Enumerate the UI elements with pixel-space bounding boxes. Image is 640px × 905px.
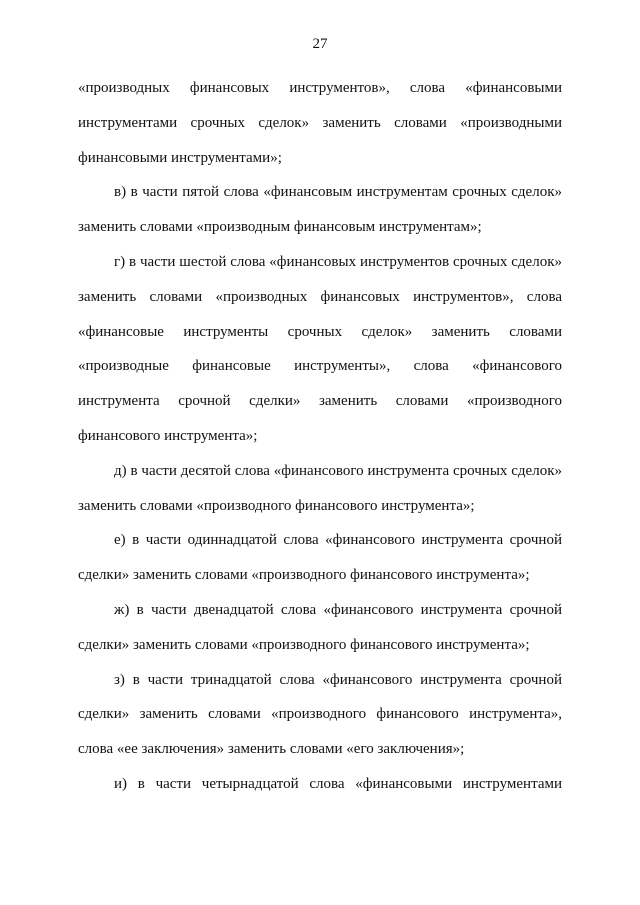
document-body — [78, 71, 562, 802]
paragraph-item-e: е) в части одиннадцатой слова «финансового инструмента срочной сделки» заменить словами «производного финансового инструмента»; — [78, 532, 562, 584]
page-number: 27 — [312, 36, 328, 52]
paragraph-item-d: д) в части десятой слова «финансового инструмента срочных сделок» заменить словами «производного финансового инструмента»; — [78, 462, 562, 514]
paragraph-item-z: з) в части тринадцатой слова «финансового инструмента срочной сделки» заменить словами «производного финансового инструмента», слова «ее заключения» заменить словами «его заключения»; — [78, 671, 562, 758]
paragraph-item-i: и) в части четырнадцатой слова «финансовыми инструментами — [114, 775, 562, 792]
paragraph-item-v: в) в части пятой слова «финансовым инструментам срочных сделок» заменить словами «производным финансовым инструментам»; — [78, 184, 562, 236]
paragraph-item-zh: ж) в части двенадцатой слова «финансового инструмента срочной сделки» заменить словами «производного финансового инструмента»; — [78, 601, 562, 653]
paragraph-continuation: «производных финансовых инструментов», слова «финансовыми инструментами срочных сделок» заменить словами «производными финансовыми инструментами»; — [78, 80, 562, 166]
paragraph-item-g: г) в части шестой слова «финансовых инструментов срочных сделок» заменить словами «производных финансовых инструментов», слова «финансовые инструменты срочных сделок» заменить словами «производные финансовые инструменты», слова «финансового инструмента срочной сделки» заменить словами «производного финансового инструмента»; — [78, 253, 562, 444]
